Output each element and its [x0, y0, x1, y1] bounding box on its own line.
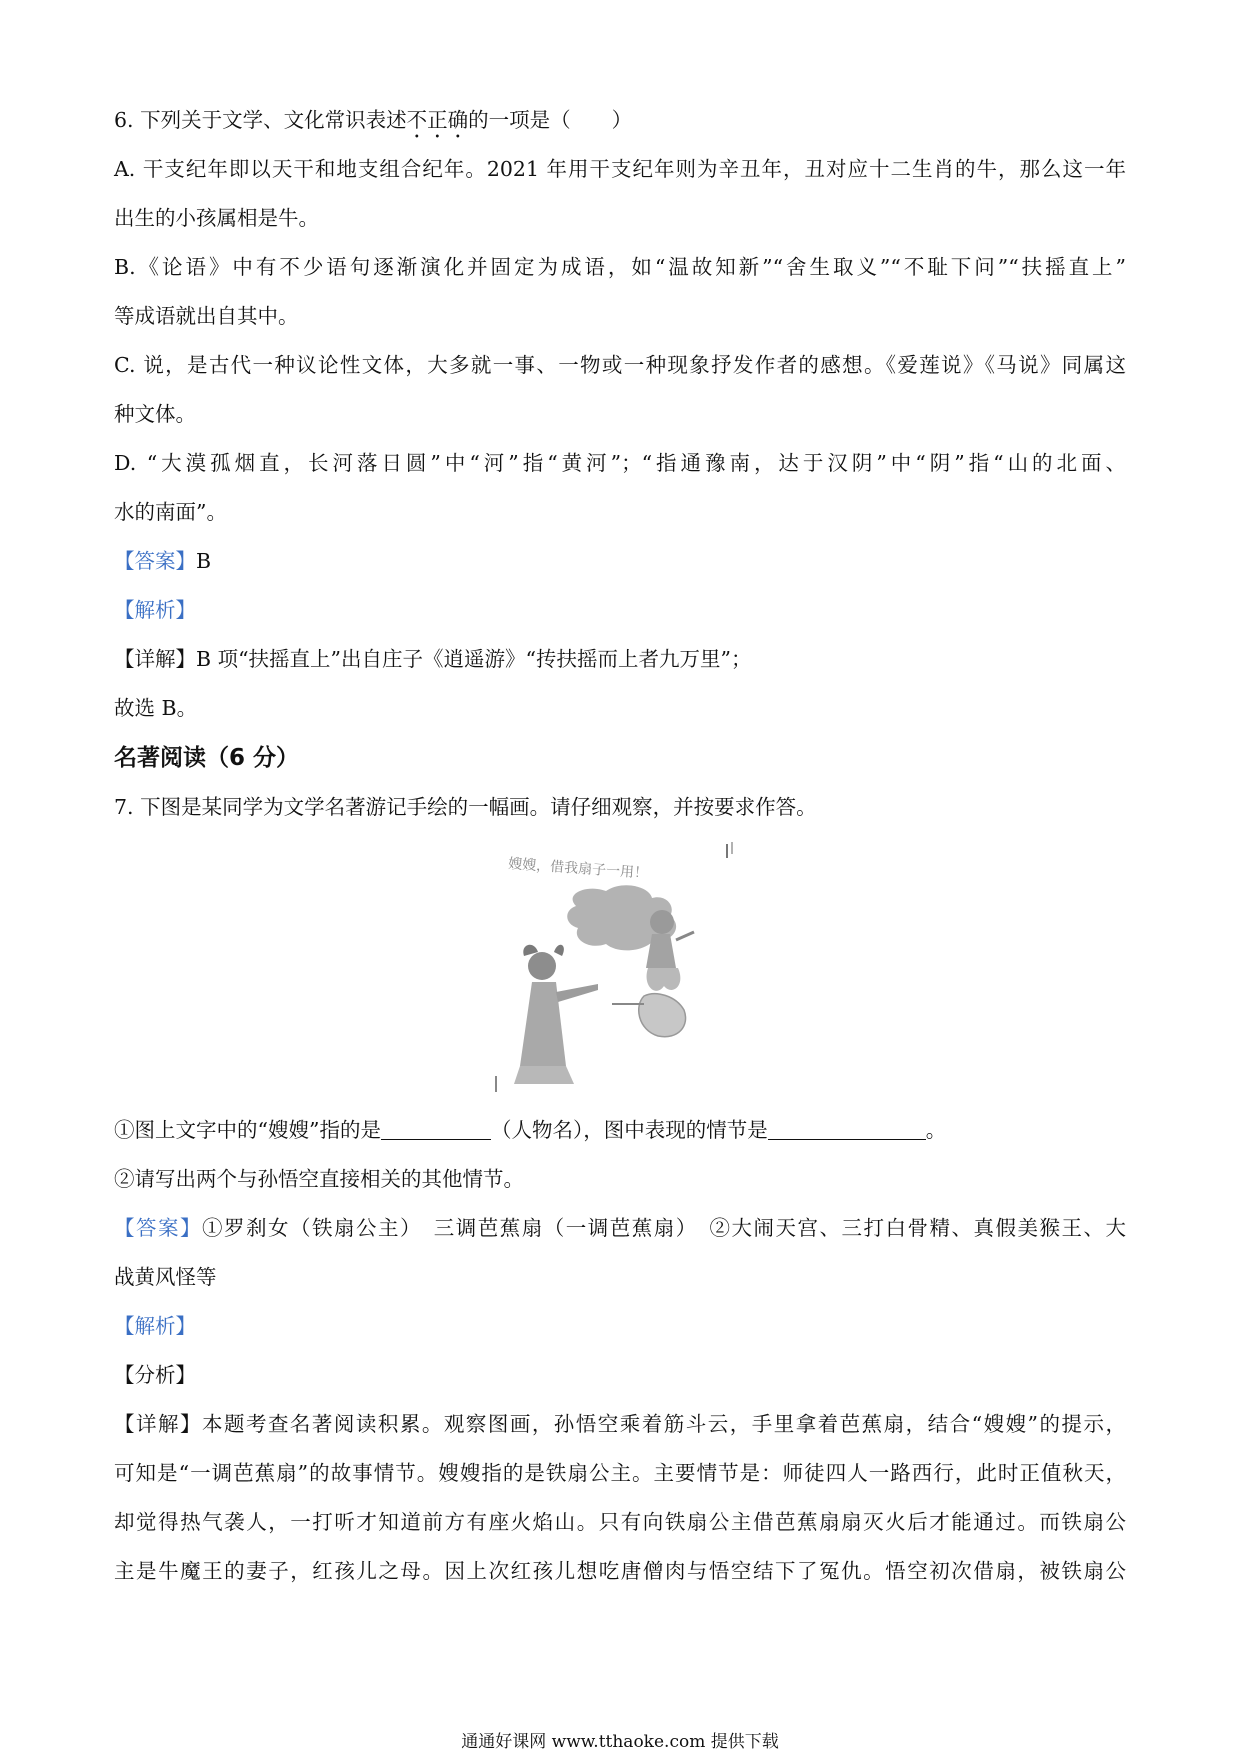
- q6-option-d-line1: D. “大漠孤烟直，长河落日圆”中“河”指“黄河”；“指通豫南，达于汉阴”中“阴”指“山的北面、: [114, 451, 1126, 475]
- answer-value: B: [196, 549, 212, 573]
- analysis-tag: 【解析】: [114, 1314, 196, 1338]
- q6-detail: [114, 635, 1126, 684]
- detail-text: B 项“扶摇直上”出自庄子《逍遥游》“抟扶摇而上者九万里”；: [196, 647, 752, 671]
- q6-option-c-line2: 种文体。: [114, 402, 196, 426]
- detail-tag: 【详解】: [114, 647, 196, 671]
- q7-stem: 7. 下图是某同学为文学名著游记手绘的一幅画。请仔细观察，并按要求作答。: [114, 795, 817, 819]
- answer-tag: 【答案】: [114, 549, 196, 573]
- q6-option-c-line1: C. 说，是古代一种议论性文体，大多就一事、一物或一种现象抒发作者的感想。《爱莲说》《马说》同属这: [114, 353, 1126, 377]
- q6-option-b-line1: B.《论语》中有不少语句逐渐演化并固定为成语，如“温故知新”“舍生取义”“不耻下问”“扶摇直上”: [114, 255, 1126, 279]
- answer-tag: 【答案】: [114, 1216, 202, 1240]
- q7-sub-question-1: ①图上文字中的“嫂嫂”指的是 （人物名），图中表现的情节是 。: [114, 1118, 947, 1142]
- document-page: [114, 96, 1126, 1596]
- q7-analysis: [114, 1302, 1126, 1351]
- q7-sub-question-2: ②请写出两个与孙悟空直接相关的其他情节。: [114, 1167, 524, 1191]
- q6-option-b-line2: 等成语就出自其中。: [114, 304, 299, 328]
- answer-blank-1[interactable]: [381, 1117, 491, 1140]
- q6-analysis: [114, 586, 1126, 635]
- q7-fenxi: 【分析】: [114, 1363, 196, 1387]
- q7-detail-line2: 可知是“一调芭蕉扇”的故事情节。嫂嫂指的是铁扇公主。主要情节是：师徒四人一路西行，此时正值秋天，: [114, 1461, 1126, 1485]
- q6-stem: 6. 下列关于文学、文化常识表述不正确的一项是（ ）: [114, 108, 633, 132]
- section-heading: 名著阅读（6 分）: [114, 745, 300, 771]
- q7-detail-line3: 却觉得热气袭人，一打听才知道前方有座火焰山。只有向铁扇公主借芭蕉扇扇灭火后才能通过。而铁扇公: [114, 1510, 1126, 1534]
- answer-blank-2[interactable]: [768, 1117, 926, 1140]
- figure-caption: 嫂嫂，借我扇子一用！: [507, 856, 649, 882]
- detail-tag: 【详解】: [114, 1412, 202, 1436]
- q7-detail-line4: 主是牛魔王的妻子，红孩儿之母。因上次红孩儿想吃唐僧肉与悟空结下了冤仇。悟空初次借扇，被铁扇公: [114, 1559, 1126, 1583]
- hand-drawn-illustration: [494, 836, 754, 1098]
- q6-option-a-line2: 出生的小孩属相是牛。: [114, 206, 319, 230]
- q7-answer-line2: 战黄风怪等: [114, 1265, 217, 1289]
- page-footer: 通通好课网 www.tthaoke.com 提供下载: [461, 1732, 779, 1752]
- illustration-svg: [494, 836, 754, 1098]
- q6-answer: [114, 537, 1126, 586]
- q7-detail-line1: 【详解】本题考查名著阅读积累。观察图画，孙悟空乘着筋斗云，手里拿着芭蕉扇，结合“嫂嫂”的提示，: [114, 1412, 1126, 1436]
- analysis-tag: 【解析】: [114, 598, 196, 622]
- q6-option-a-line1: A. 干支纪年即以天干和地支组合纪年。2021 年用干支纪年则为辛丑年，丑对应十二生肖的牛，那么这一年: [114, 157, 1126, 181]
- emphasized-text: 不正确: [406, 108, 469, 132]
- fan-shape: [639, 994, 686, 1037]
- q6-conclusion: 故选 B。: [114, 696, 198, 720]
- q7-answer-line1: 【答案】①罗刹女（铁扇公主） 三调芭蕉扇（一调芭蕉扇） ②大闹天宫、三打白骨精、真假美猴王、大: [114, 1216, 1126, 1240]
- q6-option-d-line2: 水的南面”。: [114, 500, 227, 524]
